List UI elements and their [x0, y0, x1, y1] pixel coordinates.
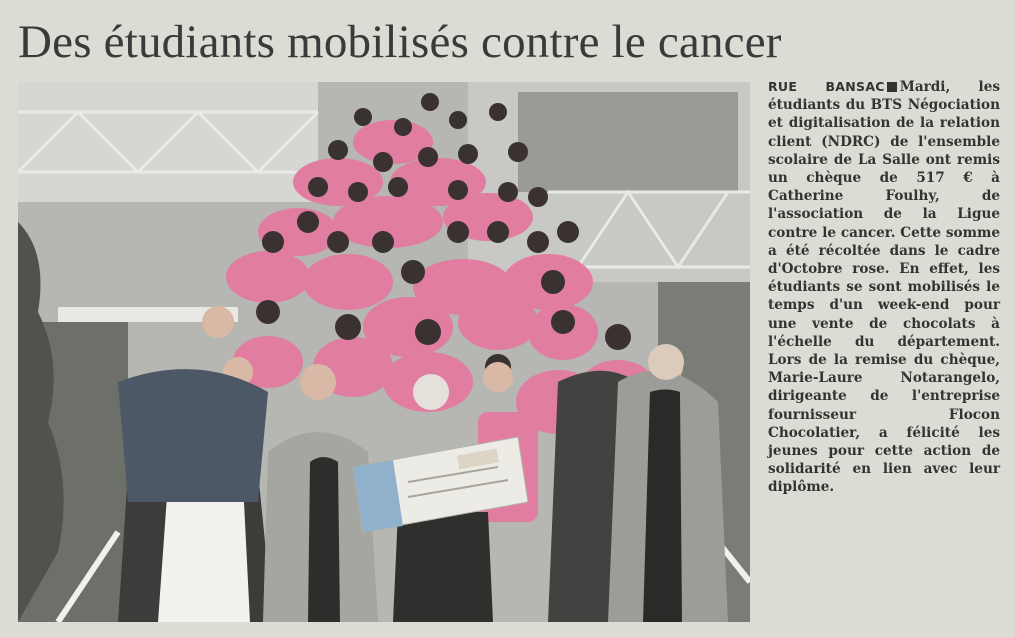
square-bullet-icon — [887, 82, 897, 92]
article-kicker: RUE BANSAC — [768, 79, 885, 94]
headline: Des étudiants mobilisés contre le cancer — [18, 16, 782, 68]
group-photo-illustration — [18, 82, 750, 622]
article-text — [768, 78, 1000, 497]
news-photo — [18, 82, 750, 622]
article-body: Mardi, les étudiants du BTS Négociation et digitalisation de la relation client (NDRC) de l'ensemble scolaire de La Salle ont remis un chèque de 517 € à Catherine Foulhy, de l'association de la Ligue contre le cancer. Cette somme a été récoltée dans le cadre d'Octobre rose. En effet, les étudiants se sont mobilisés le temps d'un week-end pour une vente de chocolats à l'échelle du département. Lors de la remise du chèque, Marie-Laure Notarangelo, dirigeante de l'entreprise fournisseur Flocon Chocolatier, a félicité les jeunes pour cette action de solidarité en lien avec leur diplôme. — [768, 79, 1000, 496]
